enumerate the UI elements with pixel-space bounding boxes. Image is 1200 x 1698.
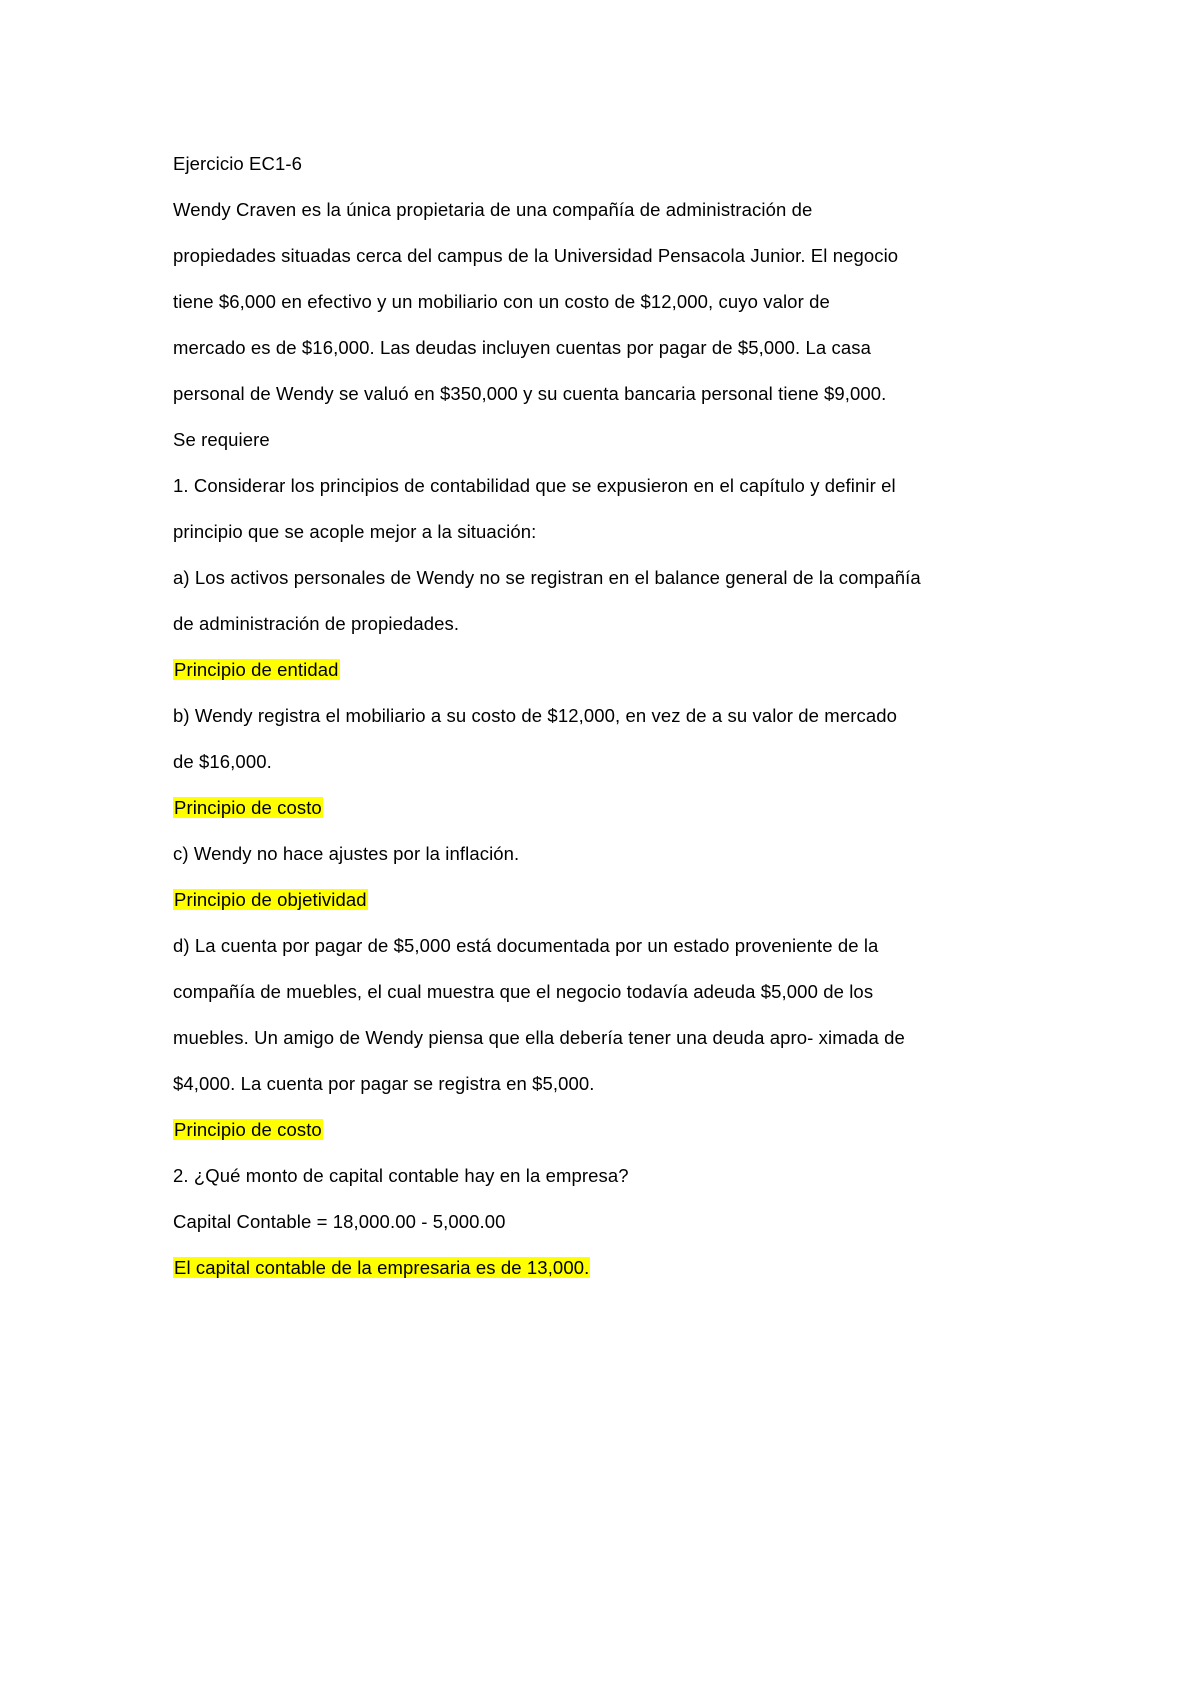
item-line-text: $4,000. La cuenta por pagar se registra en $5,000. — [173, 1073, 595, 1094]
answer-highlight — [173, 785, 1033, 831]
paragraph-line-text: propiedades situadas cerca del campus de la Universidad Pensacola Junior. El negocio — [173, 245, 899, 266]
item-line — [173, 1061, 1033, 1107]
requirement-heading — [173, 417, 1033, 463]
item-line — [173, 555, 1033, 601]
paragraph-line-text: tiene $6,000 en efectivo y un mobiliario con un costo de $12,000, cuyo valor de — [173, 291, 830, 312]
answer-highlight-text: El capital contable de la empresaria es de 13,000. — [174, 1257, 590, 1278]
paragraph-line — [173, 233, 1033, 279]
item-line-text: d) La cuenta por pagar de $5,000 está documentada por un estado proveniente de la — [173, 935, 879, 956]
item-line — [173, 1015, 1033, 1061]
question-line — [173, 463, 1033, 509]
paragraph-line — [173, 325, 1033, 371]
question-line-text: 2. ¿Qué monto de capital contable hay en la empresa? — [173, 1165, 629, 1186]
paragraph-line — [173, 187, 1033, 233]
question-line-text: principio que se acople mejor a la situación: — [173, 521, 537, 542]
answer-highlight-text: Principio de costo — [174, 797, 322, 818]
calculation-line — [173, 1199, 1033, 1245]
question-line — [173, 1153, 1033, 1199]
answer-highlight — [173, 1107, 1033, 1153]
item-line — [173, 831, 1033, 877]
answer-highlight-text: Principio de costo — [174, 1119, 322, 1140]
item-line-text: de administración de propiedades. — [173, 613, 460, 634]
requirement-heading-text: Se requiere — [173, 429, 270, 450]
paragraph-line — [173, 371, 1033, 417]
item-line — [173, 923, 1033, 969]
item-line — [173, 739, 1033, 785]
question-line-text: 1. Considerar los principios de contabilidad que se expusieron en el capítulo y definir el — [173, 475, 896, 496]
item-line-text: b) Wendy registra el mobiliario a su costo de $12,000, en vez de a su valor de mercado — [173, 705, 897, 726]
exercise-title — [173, 141, 1033, 187]
paragraph-line-text: Wendy Craven es la única propietaria de una compañía de administración de — [173, 199, 813, 220]
item-line-text: compañía de muebles, el cual muestra que el negocio todavía adeuda $5,000 de los — [173, 981, 874, 1002]
answer-highlight-text: Principio de objetividad — [174, 889, 367, 910]
item-line-text: c) Wendy no hace ajustes por la inflación. — [173, 843, 520, 864]
answer-highlight — [173, 1245, 1033, 1291]
item-line-text: de $16,000. — [173, 751, 272, 772]
paragraph-line — [173, 279, 1033, 325]
item-line-text: muebles. Un amigo de Wendy piensa que ella debería tener una deuda apro- ximada de — [173, 1027, 905, 1048]
item-line — [173, 693, 1033, 739]
question-line — [173, 509, 1033, 555]
paragraph-line-text: mercado es de $16,000. Las deudas incluyen cuentas por pagar de $5,000. La casa — [173, 337, 872, 358]
item-line-text: a) Los activos personales de Wendy no se registran en el balance general de la compañía — [173, 567, 921, 588]
exercise-title-text: Ejercicio EC1-6 — [173, 153, 302, 174]
paragraph-line-text: personal de Wendy se valuó en $350,000 y su cuenta bancaria personal tiene $9,000. — [173, 383, 887, 404]
answer-highlight-text: Principio de entidad — [174, 659, 339, 680]
item-line — [173, 969, 1033, 1015]
answer-highlight — [173, 877, 1033, 923]
answer-highlight — [173, 647, 1033, 693]
document-page — [173, 141, 1033, 1291]
calculation-line-text: Capital Contable = 18,000.00 - 5,000.00 — [173, 1211, 506, 1232]
item-line — [173, 601, 1033, 647]
